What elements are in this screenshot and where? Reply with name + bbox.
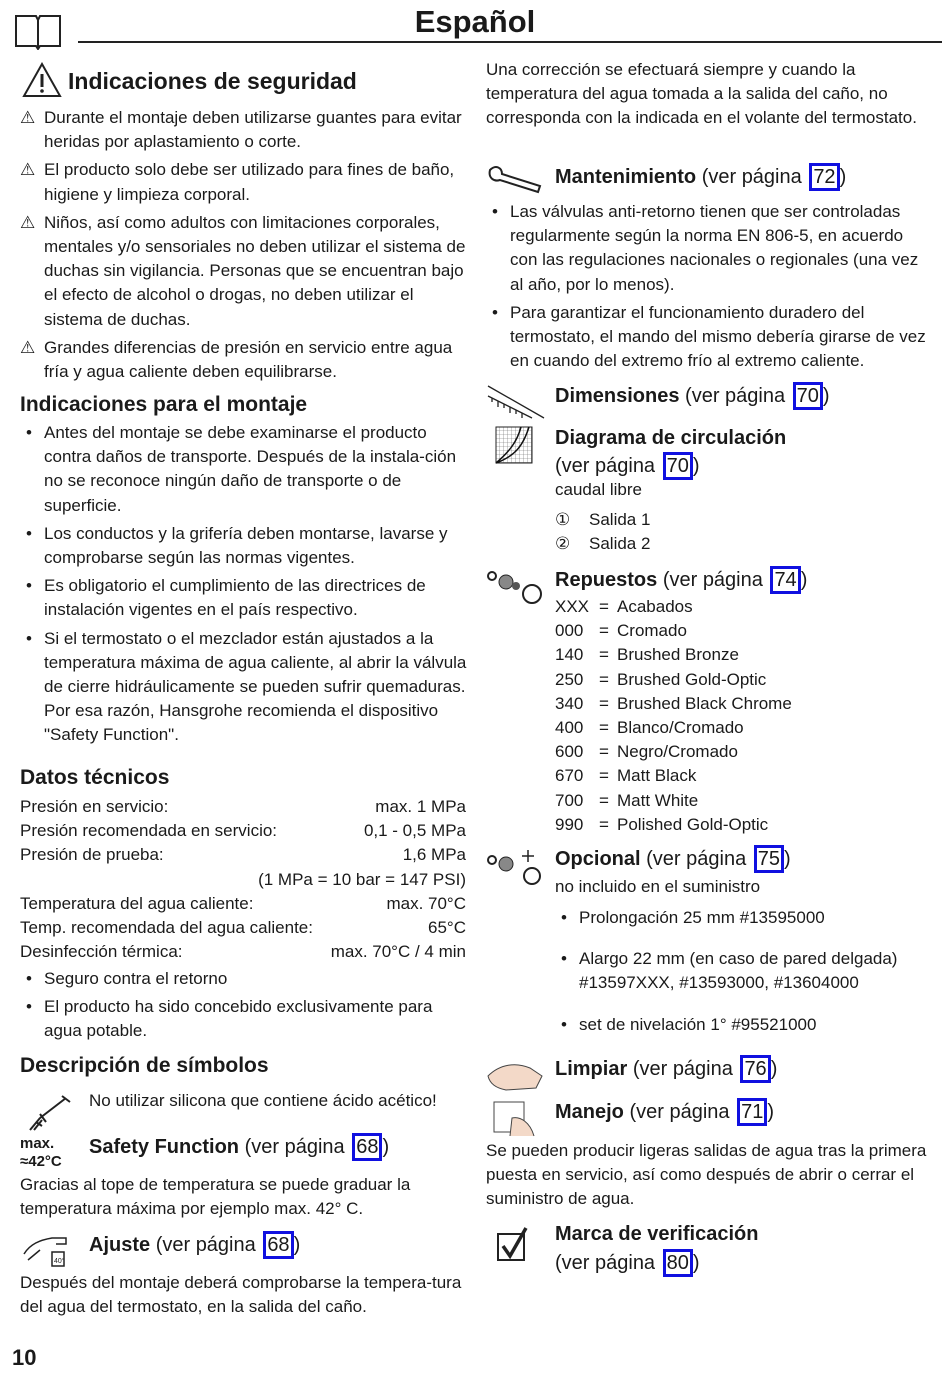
page-link[interactable]: 70	[663, 452, 693, 480]
outlet-label: Salida 1	[589, 510, 651, 529]
warning-item	[20, 211, 468, 332]
page-number: 10	[12, 1345, 37, 1370]
ruler-icon	[486, 384, 546, 420]
wrench-icon	[486, 164, 544, 194]
finish-name: Matt Black	[617, 766, 697, 786]
warning-icon: ⚠	[20, 337, 36, 357]
warning-item	[20, 336, 468, 384]
finish-code: 600	[555, 742, 584, 762]
finish-name: Brushed Bronze	[617, 645, 739, 665]
page-ref: (ver página	[155, 1234, 256, 1256]
finish-name: Acabados	[617, 597, 693, 616]
warning-text: Grandes diferencias de presión en servicio entre agua fría y agua caliente deben equilibrarse.	[44, 337, 453, 382]
heading-text: Manejo	[555, 1101, 624, 1123]
list-item: • Las válvulas anti-retorno tienen que ser controladas regularmente según la norma EN 806-5, en acuerdo con las regulaciones nacionales o regionales (una vez al año, por lo menos).	[486, 200, 934, 297]
warning-icon: ⚠	[20, 108, 36, 127]
equals-sign: =	[599, 597, 609, 616]
spare-parts-icon	[486, 568, 544, 606]
svg-text:40°: 40°	[54, 1258, 65, 1265]
finish-code: 700	[555, 790, 584, 810]
finish-code: 140	[555, 645, 584, 665]
page-link[interactable]: 76	[740, 1055, 770, 1083]
equals-sign: =	[599, 693, 609, 713]
finish-name: Matt White	[617, 790, 699, 810]
page-ref: (ver página	[632, 1058, 733, 1080]
outlet-label: Salida 2	[589, 534, 651, 554]
tech-label: Presión recomendada en servicio:	[20, 821, 278, 841]
list-item: • Si el termostato o el mezclador están ajustados a la temperatura máxima de agua caliente, al abrir la válvula de cierre hidráulicamente se pueden sufrir quemaduras. Por esa razón, Hansgrohe recomienda el dispositivo "Safety Function".	[20, 627, 468, 748]
intro-text: Una corrección se efectuará siempre y cuando la temperatura del agua tomada a la salida del caño, no corresponda con la indicada en el volante del termostato.	[486, 60, 917, 128]
ajuste-text: Después del montaje deberá comprobarse la tempera-tura del agua del termostato, en la salida del caño.	[20, 1273, 462, 1317]
warning-icon	[22, 62, 62, 98]
list-item: • Seguro contra el retorno	[20, 967, 468, 991]
finish-name: Polished Gold-Optic	[617, 814, 769, 834]
list-item: • Antes del montaje se debe examinarse el producto contra daños de transporte. Después de la instala-ción no se reconoce ningún daño de transporte o de superficie.	[20, 421, 468, 518]
page-ref: (ver página	[685, 385, 786, 407]
finish-code: 340	[555, 693, 584, 713]
finish-code: 000	[555, 621, 584, 641]
heading-text: Opcional	[555, 848, 641, 870]
heading-text: Repuestos	[555, 569, 658, 591]
dimensiones-heading: Dimensiones (ver página 70 )	[555, 382, 830, 410]
ajuste-heading: Ajuste (ver página 68 )	[89, 1231, 300, 1259]
page-link[interactable]: 68	[352, 1133, 382, 1161]
finish-code-row	[555, 813, 792, 837]
mantenimiento-list	[486, 200, 934, 377]
tech-value: max. 1 MPa	[375, 797, 466, 816]
finish-name: Brushed Black Chrome	[617, 693, 792, 713]
opcional-list	[555, 906, 933, 1041]
page-title: Español	[414, 4, 536, 39]
montaje-heading: Indicaciones para el montaje	[20, 393, 308, 416]
list-item: • Para garantizar el funcionamiento duradero del termostato, el mando del mismo debería girarse de vez en cuando del extremo frío al extremo caliente.	[486, 301, 934, 374]
heading-text: Mantenimiento	[555, 166, 697, 188]
finish-code-row	[555, 619, 792, 643]
finish-code-row	[555, 668, 792, 692]
warning-icon: ⚠	[20, 160, 36, 180]
tech-row	[20, 819, 466, 843]
flow-diagram-icon	[495, 426, 533, 464]
warning-item	[20, 158, 468, 206]
list-item: • El producto ha sido concebido exclusivamente para agua potable.	[20, 995, 468, 1043]
outlet-number: ①	[555, 510, 571, 529]
finish-code-row	[555, 789, 792, 813]
heading-text: Limpiar	[555, 1058, 628, 1080]
tech-value: max. 70°C / 4 min	[330, 942, 466, 962]
tech-row	[20, 916, 466, 940]
finish-name: Negro/Cromado	[617, 742, 738, 762]
page-link[interactable]: 74	[770, 566, 800, 594]
tech-value: 1,6 MPa	[402, 845, 466, 865]
repuestos-heading: Repuestos (ver página 74 )	[555, 566, 807, 594]
heading-text: Dimensiones	[555, 385, 680, 407]
finish-code: 400	[555, 718, 584, 738]
list-item: • Es obligatorio el cumplimiento de las directrices de instalación vigentes en el país respectivo.	[20, 574, 468, 622]
checkmark-box-icon	[496, 1226, 530, 1262]
page-link[interactable]: 80	[663, 1249, 693, 1277]
warning-text: Niños, así como adultos con limitaciones corporales, mentales y/o sensoriales no deben utilizar el sistema de duchas sin vigilancia. Personas que se encuentran bajo el efecto de alcohol o drogas, no deben utilizar el sistema de duchas.	[44, 212, 466, 329]
tech-value: (1 MPa = 10 bar = 147 PSI)	[258, 869, 466, 889]
finish-codes	[555, 595, 792, 837]
page-ref: (ver página	[629, 1101, 730, 1123]
tech-row	[20, 940, 466, 964]
cleaning-hand-icon	[486, 1056, 544, 1092]
list-item: • Los conductos y la grifería deben montarse, lavarse y comprobarse según las normas vigentes.	[20, 522, 468, 570]
safety-function-text: Gracias al tope de temperatura se puede graduar la temperatura máxima por ejemplo max. 42° C.	[20, 1175, 411, 1219]
finish-code-row	[555, 643, 792, 667]
page-ref: (ver página	[646, 848, 747, 870]
outlet-item	[555, 532, 650, 556]
silicone-warning: No utilizar silicona que contiene ácido acético!	[89, 1091, 437, 1110]
hand-thermometer-icon	[22, 1230, 70, 1270]
tech-row	[20, 795, 466, 819]
optional-parts-icon	[486, 848, 544, 886]
page-ref: (ver página	[701, 166, 802, 188]
tech-row	[20, 868, 466, 892]
list-item: • set de nivelación 1° #95521000	[555, 1013, 933, 1037]
page-link[interactable]: 70	[793, 382, 823, 410]
warning-item	[20, 106, 468, 154]
manejo-heading: Manejo (ver página 71 )	[555, 1098, 774, 1126]
outlet-item	[555, 508, 650, 532]
limpiar-heading: Limpiar (ver página 76 )	[555, 1055, 777, 1083]
finish-code-row	[555, 692, 792, 716]
finish-code: 990	[555, 814, 584, 834]
finish-code-row	[555, 716, 792, 740]
finish-name: Cromado	[617, 621, 687, 641]
montaje-list	[20, 421, 468, 752]
finish-code-row	[555, 595, 792, 619]
finish-code-row	[555, 740, 792, 764]
equals-sign: =	[599, 790, 609, 810]
list-item: • Prolongación 25 mm #13595000	[555, 906, 933, 930]
tech-label: Presión en servicio:	[20, 797, 169, 816]
finish-name: Blanco/Cromado	[617, 718, 744, 738]
warning-text: Durante el montaje deben utilizarse guantes para evitar heridas por aplastamiento o corte.	[44, 108, 462, 152]
heading-text: Ajuste	[89, 1234, 151, 1256]
tech-label: Presión de prueba:	[20, 845, 164, 865]
tech-row	[20, 892, 466, 916]
tech-value: max. 70°C	[386, 893, 466, 913]
safety-function-heading: Safety Function (ver página 68 )	[89, 1133, 389, 1161]
equals-sign: =	[599, 718, 609, 738]
finish-code: 250	[555, 669, 584, 689]
finish-code: XXX	[555, 597, 590, 616]
tech-row	[20, 843, 466, 867]
page-link[interactable]: 72	[809, 163, 839, 191]
opcional-heading: Opcional (ver página 75 )	[555, 845, 791, 873]
max-42c-icon	[20, 1135, 62, 1171]
outlet-number: ②	[555, 534, 571, 554]
page-ref: (ver página	[555, 455, 656, 477]
equals-sign: =	[599, 742, 609, 762]
list-item: • Alargo 22 mm (en caso de pared delgada) #13597XXX, #13593000, #13604000	[555, 947, 933, 995]
equals-sign: =	[599, 669, 609, 689]
heading-text: Diagrama de circulación	[555, 427, 787, 449]
datos-list	[20, 967, 468, 1048]
page-link[interactable]: 71	[737, 1098, 767, 1126]
equals-sign: =	[599, 621, 609, 641]
opcional-sub: no incluido en el suministro	[555, 877, 761, 896]
warning-icon: ⚠	[20, 212, 36, 232]
caudal-libre: caudal libre	[555, 480, 642, 499]
marca-heading: Marca de verificación (ver página 80 )	[555, 1220, 758, 1278]
safety-warnings	[20, 106, 468, 388]
tech-label: Temp. recomendada del agua caliente:	[20, 918, 313, 938]
silicone-gun-icon	[26, 1092, 72, 1132]
finish-code: 670	[555, 766, 584, 786]
equals-sign: =	[599, 766, 609, 786]
icon-text: max.	[20, 1135, 55, 1152]
outlet-list	[555, 508, 650, 556]
page-ref: (ver página	[662, 569, 763, 591]
operation-hand-icon	[490, 1098, 540, 1138]
manejo-text: Se pueden producir ligeras salidas de agua tras la primera puesta en servicio, así como después de abrir o cerrar el suministro de agua.	[486, 1141, 927, 1209]
icon-text: ≈42°C	[20, 1153, 62, 1170]
safety-heading: Indicaciones de seguridad	[68, 68, 357, 94]
tech-value: 0,1 - 0,5 MPa	[363, 821, 466, 841]
page-link[interactable]: 68	[263, 1231, 293, 1259]
tech-label: Desinfección térmica:	[20, 942, 183, 962]
equals-sign: =	[599, 645, 609, 665]
datos-heading: Datos técnicos	[20, 766, 170, 789]
diagrama-heading: Diagrama de circulación (ver página 70 )	[555, 424, 786, 480]
warning-text: El producto solo debe ser utilizado para fines de baño, higiene y limpieza corporal.	[44, 160, 455, 204]
heading-text: Safety Function	[89, 1136, 240, 1158]
equals-sign: =	[599, 814, 609, 834]
page-ref: (ver página	[555, 1252, 656, 1274]
finish-code-row	[555, 764, 792, 788]
page-link[interactable]: 75	[754, 845, 784, 873]
page-ref: (ver página	[244, 1136, 345, 1158]
finish-name: Brushed Gold-Optic	[617, 669, 767, 689]
tech-data-table	[20, 795, 466, 964]
tech-label: Temperatura del agua caliente:	[20, 893, 254, 913]
simbolos-heading: Descripción de símbolos	[20, 1054, 269, 1077]
heading-text: Marca de verificación	[555, 1223, 759, 1245]
mantenimiento-heading: Mantenimiento (ver página 72 )	[555, 163, 846, 191]
tech-value: 65°C	[428, 918, 466, 938]
